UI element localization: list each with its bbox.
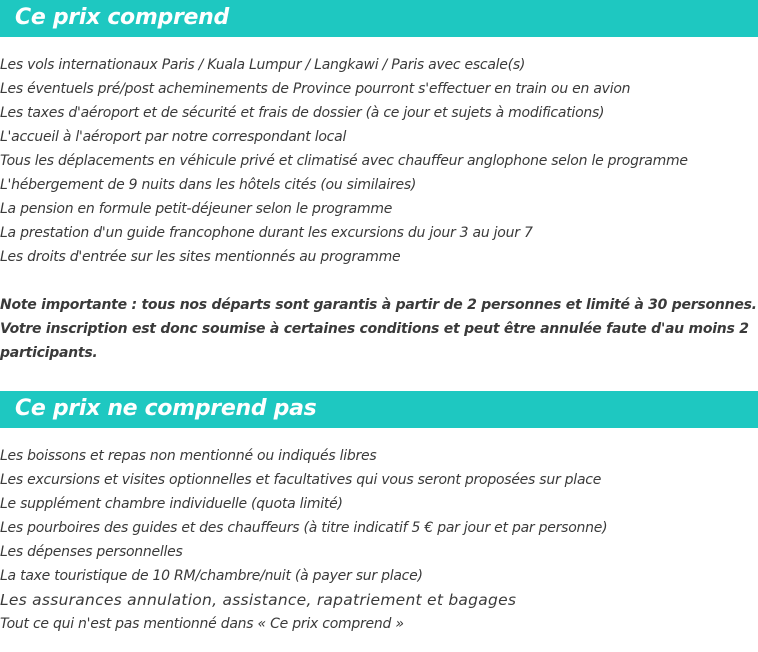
- list-item: Le supplément chambre individuelle (quota limité): [0, 496, 343, 512]
- includes-list: [0, 53, 688, 269]
- list-item: Les droits d'entrée sur les sites mentionnés au programme: [0, 249, 401, 265]
- excludes-header: [0, 391, 758, 428]
- excludes-list: [0, 444, 607, 636]
- list-item: La prestation d'un guide francophone durant les excursions du jour 3 au jour 7: [0, 225, 533, 241]
- list-item: Les vols internationaux Paris / Kuala Lumpur / Langkawi / Paris avec escale(s): [0, 57, 526, 73]
- list-item: Les éventuels pré/post acheminements de Province pourront s'effectuer en train ou en avion: [0, 81, 631, 97]
- important-note: Note importante : tous nos départs sont garantis à partir de 2 personnes et limité à 30 personnes. Votre inscription est donc soumise à certaines conditions et peut être annulée faute d'au moins 2 participants.: [0, 297, 757, 361]
- list-item: Tout ce qui n'est pas mentionné dans « Ce prix comprend »: [0, 616, 404, 632]
- list-item: L'hébergement de 9 nuits dans les hôtels cités (ou similaires): [0, 177, 417, 193]
- list-item: Les dépenses personnelles: [0, 544, 183, 560]
- list-item: La taxe touristique de 10 RM/chambre/nuit (à payer sur place): [0, 568, 423, 584]
- list-item: Les taxes d'aéroport et de sécurité et frais de dossier (à ce jour et sujets à modifications): [0, 105, 605, 121]
- list-item: Tous les déplacements en véhicule privé et climatisé avec chauffeur anglophone selon le programme: [0, 153, 688, 169]
- list-item: Les excursions et visites optionnelles et facultatives qui vous seront proposées sur place: [0, 472, 602, 488]
- list-item: Les pourboires des guides et des chauffeurs (à titre indicatif 5 € par jour et par personne): [0, 520, 608, 536]
- includes-header: [0, 0, 758, 37]
- list-item: Les assurances annulation, assistance, rapatriement et bagages: [0, 591, 517, 609]
- list-item: La pension en formule petit-déjeuner selon le programme: [0, 201, 393, 217]
- list-item: L'accueil à l'aéroport par notre correspondant local: [0, 129, 347, 145]
- excludes-title: Ce prix ne comprend pas: [15, 396, 317, 421]
- list-item: Les boissons et repas non mentionné ou indiqués libres: [0, 448, 377, 464]
- includes-title: Ce prix comprend: [15, 5, 229, 30]
